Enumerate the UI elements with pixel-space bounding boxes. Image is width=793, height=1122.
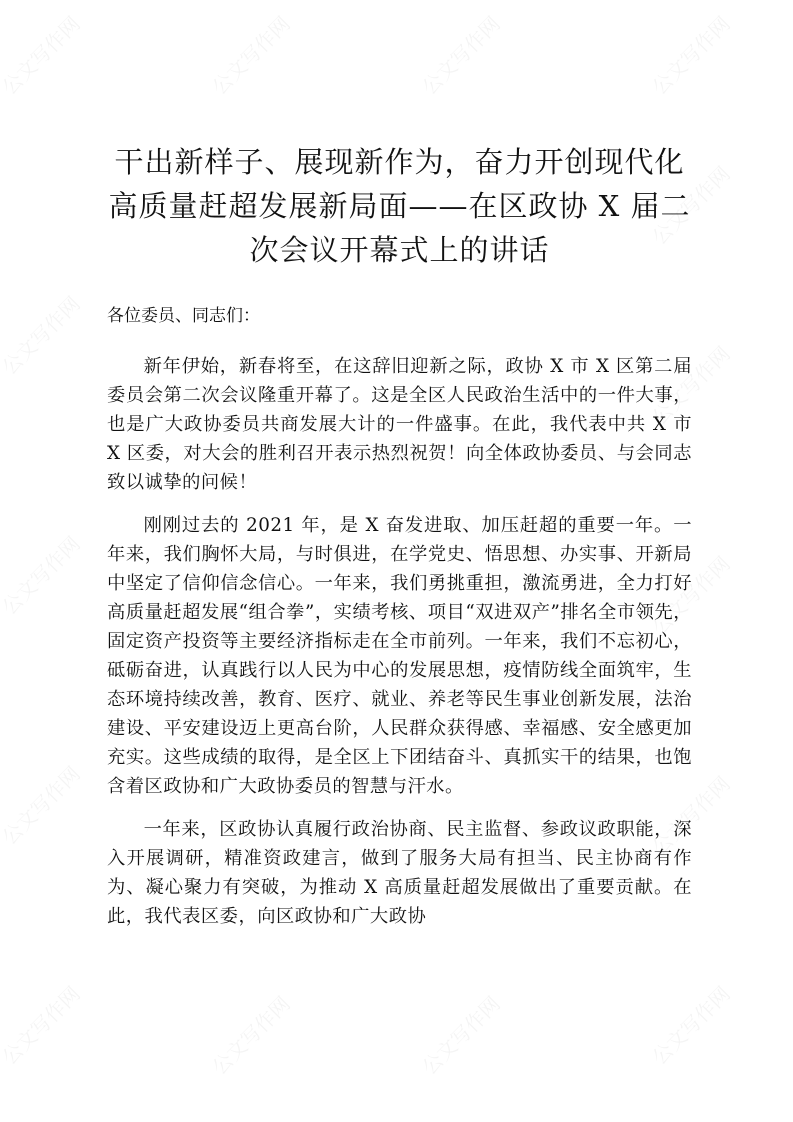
watermark-text [0, 529, 86, 620]
watermark-text [0, 759, 86, 850]
watermark-text [414, 9, 505, 100]
document-page [107, 140, 692, 945]
document-title: 干出新样子、展现新作为，奋力开创现代化高质量赶超发展新局面——在区政协 X 届二次会议开幕式上的讲话 [108, 145, 691, 267]
watermark-text [204, 9, 295, 100]
watermark-text [0, 289, 86, 380]
paragraph-2: 刚刚过去的 2021 年，是 X 奋发进取、加压赶超的重要一年。一年来，我们胸怀大局，与时俱进，在学党史、悟思想、办实事、开新局中坚定了信仰信念信心。一年来，我们勇挑重担，激流勇进，全力打好高质量赶超发展“组合拳”，实绩考核、项目“双进双产”排名全市领先，固定资产投资等主要经济指标走在全市前列。一年来，我们不忘初心，砥砺奋进，认真践行以人民为中心的发展思想，疫情防线全面筑牢，生态环境持续改善，教育、医疗、就业、养老等民生事业创新发展，法治建设、平安建设迈上更高台阶，人民群众获得感、幸福感、安全感更加充实。这些成绩的取得，是全区上下团结奋斗、真抓实干的结果，也饱含着区政协和广大政协委员的智慧与汗水。 [107, 515, 692, 797]
paragraph-3: 一年来，区政协认真履行政治协商、民主监督、参政议政职能，深入开展调研，精准资政建言，做到了服务大局有担当、民主协商有作为、凝心聚力有突破，为推动 X 高质量赶超发展做出了重要贡献。在此，我代表区委，向区政协和广大政协 [107, 819, 692, 927]
salutation: 各位委员、同志们： [107, 306, 260, 326]
watermark-text [204, 989, 295, 1080]
watermark-text [644, 979, 735, 1070]
paragraph-1: 新年伊始，新春将至，在这辞旧迎新之际，政协 X 市 X 区第二届委员会第二次会议隆重开幕了。这是全区人民政治生活中的一件大事，也是广大政协委员共商发展大计的一件盛事。在此，我代表中共 X 市 X 区委，对大会的胜利召开表示热烈祝贺！向全体政协委员、与会同志致以诚挚的问候！ [107, 356, 692, 493]
watermark-text [0, 979, 86, 1070]
watermark-text [0, 9, 86, 100]
watermark-text [644, 9, 735, 100]
watermark-text [414, 989, 505, 1080]
